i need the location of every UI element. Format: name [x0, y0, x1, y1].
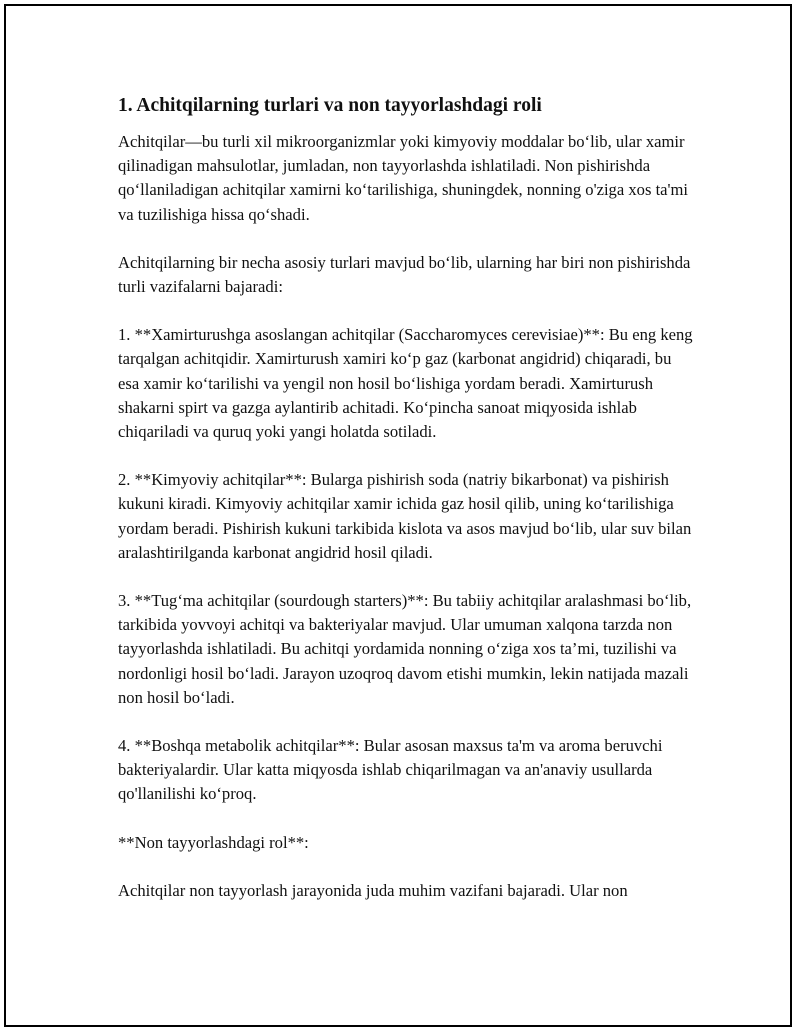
document-title: 1. Achitqilarning turlari va non tayyorlashdagi roli: [118, 95, 542, 116]
paragraph-intro: Achitqilar—bu turli xil mikroorganizmlar yoki kimyoviy moddalar bo‘lib, ular xamir qilinadigan mahsulotlar, jumladan, non tayyorlashda ishlatiladi. Non pishirishda qo‘llaniladigan achitqilar xamirni ko‘tarilishiga, shuningdek, nonning o'ziga xos ta'mi va tuzilishiga hissa qo‘shadi.: [118, 132, 689, 224]
paragraph-role: Achitqilar non tayyorlash jarayonida juda muhim vazifani bajaradi. Ular non: [118, 880, 628, 900]
document-body: [118, 92, 693, 927]
paragraph-item-4: 4. **Boshqa metabolik achitqilar**: Bular asosan maxsus ta'm va aroma beruvchi bakteriyalardir. Ular katta miqyosda ishlab chiqarilmagan va an'anaviy usullarda qo'llanilishi ko‘proq.: [118, 736, 663, 804]
paragraph-types-intro: Achitqilarning bir necha asosiy turlari mavjud bo‘lib, ularning har biri non pishirishda turli vazifalarni bajaradi:: [118, 252, 691, 297]
section-subheading: **Non tayyorlashdagi rol**:: [118, 832, 309, 852]
paragraph-item-3: 3. **Tug‘ma achitqilar (sourdough starters)**: Bu tabiiy achitqilar aralashmasi bo‘lib, tarkibida yovvoyi achitqi va bakteriyalar mavjud. Ular umuman xalqona tarzda non tayyorlashda ishlatiladi. Bu achitqi yordamida nonning o‘ziga xos ta’mi, tuzilishi va nordonligi hosil bo‘ladi. Jarayon uzoqroq davom etishi mumkin, lekin natijada mazali non hosil bo‘ladi.: [118, 591, 692, 707]
paragraph-item-2: 2. **Kimyoviy achitqilar**: Bularga pishirish soda (natriy bikarbonat) va pishirish kukuni kiradi. Kimyoviy achitqilar xamir ichida gaz hosil qilib, uning ko‘tarilishiga yordam beradi. Pishirish kukuni tarkibida kislota va asos mavjud bo‘lib, ular suv bilan aralashtirilganda karbonat angidrid hosil qiladi.: [118, 470, 692, 562]
paragraph-item-1: 1. **Xamirturushga asoslangan achitqilar (Saccharomyces cerevisiae)**: Bu eng keng tarqalgan achitqidir. Xamirturush xamiri ko‘p gaz (karbonat angidrid) chiqaradi, bu esa xamir ko‘tarilishi va yengil non hosil bo‘lishiga yordam beradi. Xamirturush shakarni spirt va gazga aylantirib achitadi. Ko‘pincha sanoat miqyosida ishlab chiqariladi va quruq yoki yangi holatda sotiladi.: [118, 325, 693, 442]
